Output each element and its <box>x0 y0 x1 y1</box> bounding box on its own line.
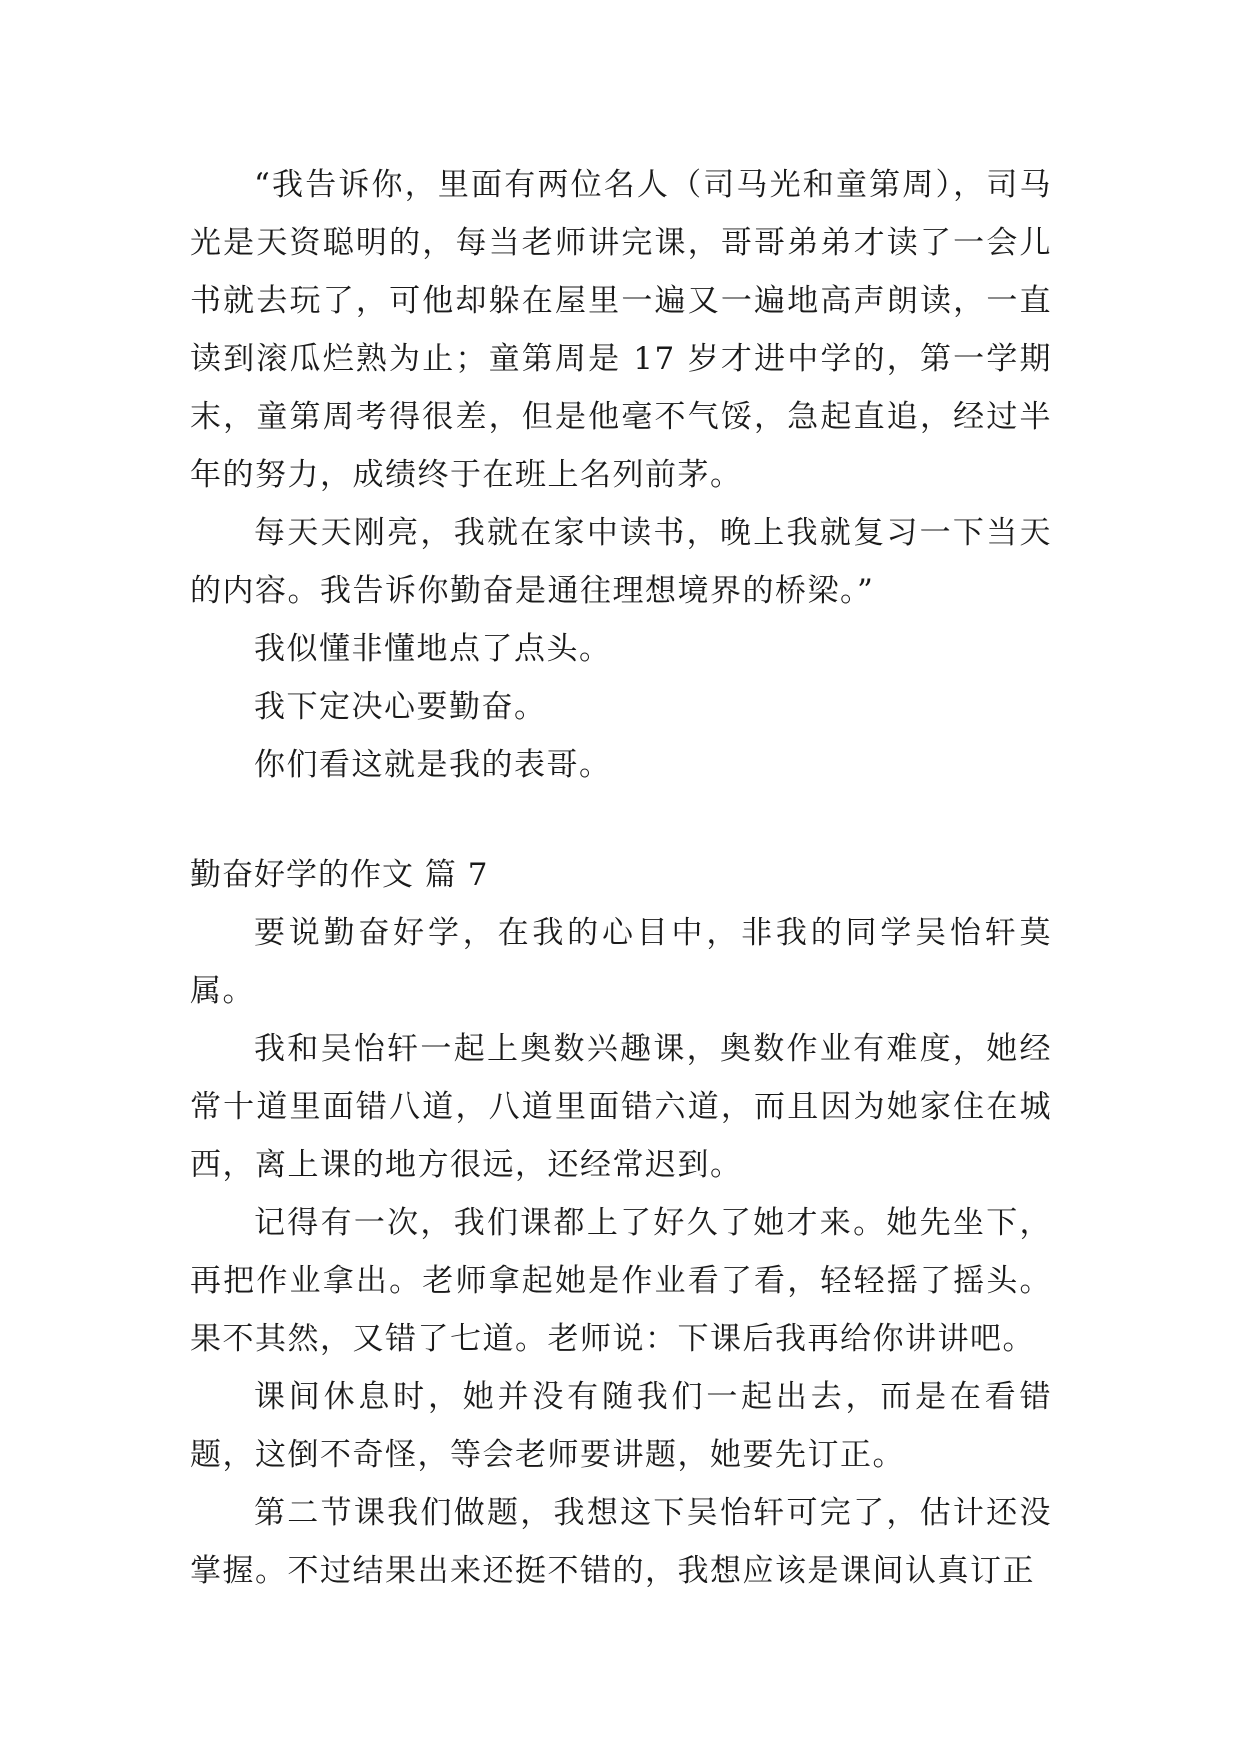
paragraph: 要说勤奋好学，在我的心目中，非我的同学吴怡轩莫属。 <box>190 915 1052 1009</box>
paragraph: 课间休息时，她并没有随我们一起出去，而是在看错题，这倒不奇怪，等会老师要讲题，她要先订正。 <box>190 1379 1052 1473</box>
paragraph: 我下定决心要勤奋。 <box>254 689 547 725</box>
paragraph: 每天天刚亮，我就在家中读书，晚上我就复习一下当天的内容。我告诉你勤奋是通往理想境界的桥梁。” <box>190 515 1052 609</box>
paragraph: 第二节课我们做题，我想这下吴怡轩可完了，估计还没掌握。不过结果出来还挺不错的，我想应该是课间认真订正 <box>190 1495 1052 1589</box>
paragraph: 我和吴怡轩一起上奥数兴趣课，奥数作业有难度，她经常十道里面错八道，八道里面错六道，而且因为她家住在城西，离上课的地方很远，还经常迟到。 <box>190 1031 1052 1183</box>
paragraph: 记得有一次，我们课都上了好久了她才来。她先坐下，再把作业拿出。老师拿起她是作业看了看，轻轻摇了摇头。果不其然，又错了七道。老师说：下课后我再给你讲讲吧。 <box>190 1205 1052 1357</box>
paragraph: 我似懂非懂地点了点头。 <box>254 631 612 667</box>
document-page <box>190 156 1052 1600</box>
paragraph: “我告诉你，里面有两位名人（司马光和童第周），司马光是天资聪明的，每当老师讲完课，哥哥弟弟才读了一会儿书就去玩了，可他却躲在屋里一遍又一遍地高声朗读，一直读到滚瓜烂熟为止；童第周是 17 岁才进中学的，第一学期末，童第周考得很差，但是他毫不气馁，急起直追，经过半年的努力，成绩终于在班上名列前茅。 <box>190 167 1052 493</box>
paragraph: 你们看这就是我的表哥。 <box>254 747 612 783</box>
section-title: 勤奋好学的作文 篇 7 <box>190 857 489 893</box>
